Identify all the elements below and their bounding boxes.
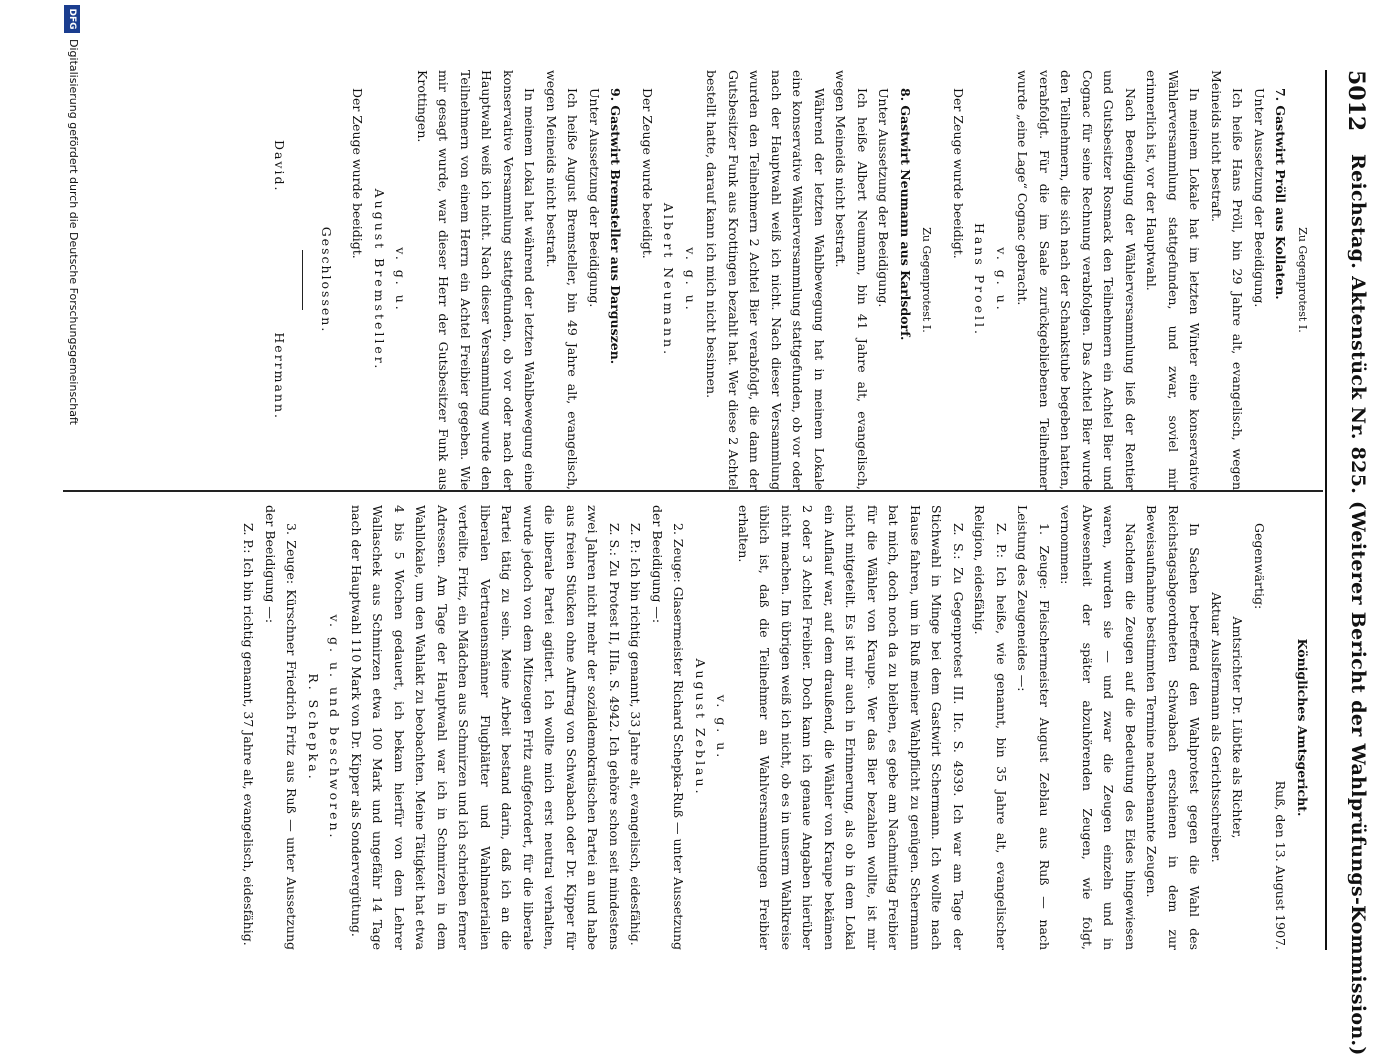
paragraph: Nach Beendigung der Wählerversammlung ließ der Rentier und Gutsbesitzer Rosmack den Teilnehmern ein Achtel Bier und Cognac für seine Rechnung verabfolgen. Das Achtel Bier wurde den Teilnehmern, die sich nach der Schankstube begeben hatten, verabfolgt. Für die im Saale zurückgebliebenen Teilnehmer wurde „eine Lage“ Cognac gebracht. (1015, 70, 1138, 490)
running-title: Reichstag. Aktenstück Nr. 825. (Weiterer Bericht der Wahlprüfungs-Kommission.) (1347, 154, 1369, 1056)
signature-name: August Bremsteller. (372, 188, 387, 372)
signature-judge: David. (272, 139, 288, 193)
left-column (269, 70, 1313, 490)
paragraph: In meinem Lokale hat im letzten Winter eine konservative Wählerversammlung stattgefunden, und zwar, soviel mir erinnerlich ist, vor der Hauptwahl. (1144, 70, 1203, 490)
section-subheading: Zu Gegenprotest I. (920, 227, 934, 333)
paragraph: Z. P.: Ich heiße, wie genannt, bin 35 Jahre alt, evangelischer Religion, eidesfähig. (972, 505, 1009, 950)
place-date: Ruß, den 13. August 1907. (1273, 780, 1289, 950)
judge-line: Amtsrichter Dr. Lübtke als Richter, (1230, 616, 1246, 839)
paragraph: Z. P.: Ich bin richtig genannt, 37 Jahre alt, evangelisch, eidesfähig. (241, 523, 257, 946)
signature-vgu: v. g. u. (994, 247, 1009, 313)
signature-vgu: v. g. u. (714, 694, 730, 761)
witness-heading: 1. Zeuge: Fleischermeister August Zeblau aus Ruß — nach Leistung des Zeugeneides —: (1015, 505, 1052, 950)
signature-vgu: v. g. u. und beschworen. (327, 614, 343, 841)
paragraph: Der Zeuge wurde beeidigt. (640, 88, 655, 259)
closed-note: Geschlossen. (319, 226, 334, 334)
section-subheading: Zu Gegenprotest I. (1296, 227, 1309, 333)
paragraph: Ich heiße August Bremsteller, bin 49 Jahre alt, evangelisch, wegen Meineids nicht bestraft. (544, 70, 581, 490)
paragraph: Ich heiße Hans Pröll, bin 29 Jahre alt, evangelisch, wegen Meineids nicht bestraft. (1209, 70, 1246, 490)
signature-vgu: v. g. u. (683, 247, 698, 313)
paragraph: Während der letzten Wahlbewegung hat in meinem Lokale eine konservative Wählerversammlung stattgefunden, ob vor oder nach der Hauptwahl weiß ich nicht. Nach dieser Versammlung wurden den Teilnehmern 2 Achtel Bier verabfolgt, die dann der Gutsbesitzer Funk aus Krottingen bezahlt hat. Wer diese 2 Achtel bestellt hatte, darauf kann ich mich nicht besinnen. (704, 70, 827, 490)
paragraph: Ich heiße Albert Neumann, bin 41 Jahre alt, evangelisch, wegen Meineids nicht bestraft. (833, 70, 870, 490)
page-number: 5012 (1343, 70, 1369, 132)
signature-name: Hans Proell. (972, 222, 988, 338)
witness-heading: 8. Gastwirt Neumann aus Karlsdorf. (898, 88, 913, 341)
paragraph: Der Zeuge wurde beeidigt. (951, 88, 966, 259)
digitization-footer (61, 5, 83, 985)
clerk-line: Aktuar Auslfermann als Gerichtsschreiber. (1209, 592, 1224, 863)
signature-name: Albert Neumann. (661, 202, 677, 358)
dfg-logo-icon: DFG (64, 5, 80, 33)
closing-rule (303, 250, 304, 310)
paragraph: Z. S.: Zu Protest II, IIIa. S. 4942. Ich gehöre schon seit mindestens zwei Jahren nicht mehr der sozialdemokratischen Partei an und habe aus freien Stücken ohne Auftrag von Schwabach oder Dr. Kipper für die liberale Partei agitiert. Ich wollte mich erst neutral verhalten, wurde jedoch von dem Mitzeugen Fritz aufgefordert, für die liberale Partei tätig zu sein. Meine Arbeit bestand darin, daß ich an die liberalen Vertrauensmänner Flugblätter und Wahlmaterialien verteilte. Fritz, ein Mädchen aus Schmirzen und ich schrieben ferner Adressen. Am Tage der Hauptwahl war ich in Schmirzen in dem Wahllokale, um den Wahlakt zu beobachten. Meine Tätigkeit hat etwa 4 bis 5 Wochen gedauert, ich bekam hierfür von dem Lehrer Wallaschek aus Schmirzen etwa 100 Mark und ungefähr 14 Tage nach der Hauptwahl 110 Mark von Dr. Kipper als Sondervergütung. (349, 505, 622, 950)
present-label: Gegenwärtig: (1252, 523, 1267, 610)
witness-heading: 2. Zeuge: Glasermeister Richard Schepka-Ruß — unter Aussetzung der Beeidigung —: (650, 505, 687, 950)
witness-heading: 3. Zeuge: Kürschner Friedrich Fritz aus Ruß — unter Aussetzung der Beeidigung —: (263, 505, 300, 950)
paragraph: Z. S.: Zu Gegenprotest III. IIc. S. 4939. Ich war am Tage der Stichwahl in Minge bei dem Gastwirt Schermann. Ich wollte nach Hause fahren, um in Ruß meiner Wahlpflicht zu genügen. Schermann bat mich, doch noch da zu bleiben, es gebe am Nachmittag Freibier für die Wähler von Kraupe. Wer das Bier bezahlen wollte, ist mir nicht mitgeteilt. Es ist mir auch in Erinnerung, als ob in dem Lokal ein Auflauf war, auf dem draußend, die Wähler von Kraupe bekämen 2 oder 3 Achtel Freibier. Doch kann ich genaue Angaben hierüber nicht machen. Im übrigen weiß ich nicht, ob es in unserm Wahlkreise üblich ist, daß die Teilnehmer an Wahlversammlungen Freibier erhalten. (736, 505, 966, 950)
page-header (1335, 70, 1375, 1056)
paragraph: Nachdem die Zeugen auf die Bedeutung des Eides hingewiesen waren, wurden sie — und zwar die Zeugen einzeln und in Abwesenheit der später abzuhörenden Zeugen, wie folgt, vernommen: (1058, 505, 1138, 950)
header-rule (1325, 70, 1327, 950)
signature-clerk: Herrmann. (272, 332, 288, 421)
paragraph: In meinem Lokal hat während der letzten Wahlbewegung eine konservative Versammlung stattgefunden, ob vor oder nach der Hauptwahl weiß ich nicht. Nach dieser Versammlung wurde den Teilnehmern von einem Herrn ein Achtel Freibier gegeben. Wie mir gesagt wurde, war dieser Herr der Gutsbesitzer Funk aus Krottingen. (415, 70, 538, 490)
closing-signatures (269, 70, 291, 490)
paragraph: Unter Aussetzung der Beeidigung. (587, 88, 602, 308)
witness-heading: 9. Gastwirt Bremsteller aus Darguszen. (608, 88, 624, 365)
court-heading: Königliches Amtsgericht. (1295, 638, 1310, 817)
column-divider (63, 490, 1323, 492)
signature-name: R. Schepka. (306, 673, 321, 782)
paragraph: Unter Aussetzung der Beeidigung. (876, 88, 892, 308)
paragraph: Z. P.: Ich bin richtig genannt, 33 Jahre alt, evangelisch, eidesfähig. (628, 523, 644, 946)
signature-name: August Zeblau. (693, 658, 708, 797)
paragraph: Der Zeuge wurde beeidigt. (350, 88, 366, 259)
witness-heading: 7. Gastwirt Pröll aus Kollaten. (1273, 88, 1289, 300)
right-column (238, 505, 1313, 950)
paragraph: In Sachen betreffend den Wahlprotest gegen die Wahl des Reichstagsabgeordneten Schwabach erschienen in dem zur Beweisaufnahme bestimmten Termine nachbenannte Zeugen. (1144, 505, 1203, 950)
signature-vgu: v. g. u. (393, 247, 409, 313)
digitization-note: Digitalisierung gefördert durch die Deutsche Forschungsgemeinschaft (67, 39, 80, 425)
paragraph: Unter Aussetzung der Beeidigung. (1252, 88, 1267, 308)
